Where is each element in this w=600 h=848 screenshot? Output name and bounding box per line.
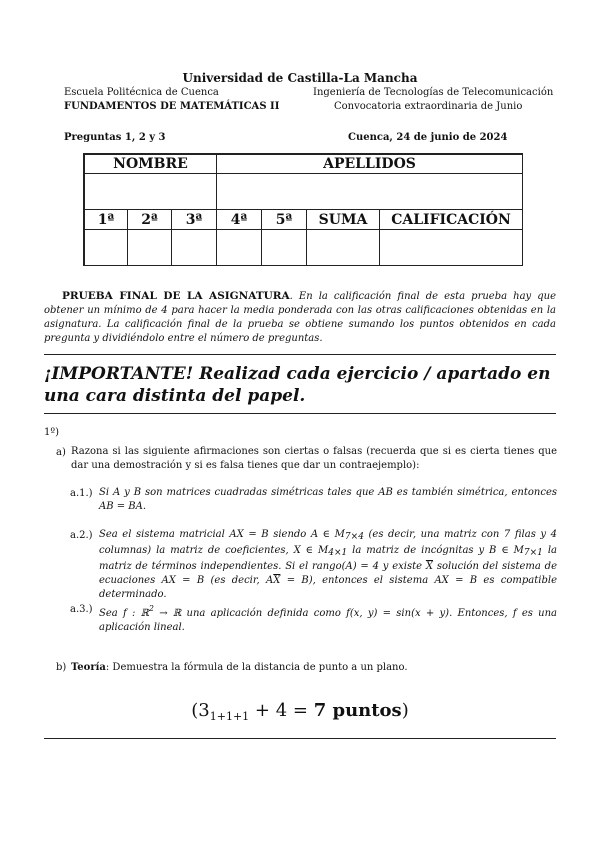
a3-text-1: Sea f : ℝ: [99, 608, 149, 619]
score-line: [0, 700, 600, 723]
a2-matrix-dim-1: 7×4: [344, 532, 364, 542]
col-2-header: 2ª: [127, 209, 172, 230]
part-b-statement: : Demuestra la fórmula de la distancia de punto a un plano.: [105, 662, 408, 673]
score-total: 7 puntos: [313, 700, 402, 721]
part-a2-label: a.2.): [70, 530, 93, 541]
place-date: Cuenca, 24 de junio de 2024: [348, 132, 508, 143]
col-1-header: 1ª: [84, 209, 128, 230]
intro-title: PRUEBA FINAL DE LA ASIGNATURA: [62, 290, 290, 302]
part-a1-label: a.1.): [70, 488, 93, 499]
suma-header: SUMA: [306, 209, 380, 230]
a2-matrix-dim-3: 7×1: [523, 548, 543, 558]
a3-text-2: → ℝ una aplicación definida como f(x, y) = sin(x + y). Entonces, f es una aplicación lineal.: [99, 608, 557, 633]
part-a-label: a): [56, 447, 66, 458]
part-a-text: Razona si las siguiente afirmaciones son ciertas o falsas (recuerda que si es cierta tienes que dar una demostración y si es falsa tienes que dar un contraejemplo):: [71, 446, 557, 471]
intro-paragraph: [44, 289, 556, 346]
school-name: Escuela Politécnica de Cuenca: [64, 87, 219, 98]
a3-superscript: 2: [148, 604, 155, 613]
a2-matrix-dim-2: 4×1: [328, 548, 348, 558]
a2-xbar: $\overline{X}$: [425, 561, 434, 572]
a2-text-2: (es decir, una matriz con 7 filas y 4 columnas) la matriz de coeficientes, X ∈: [99, 529, 557, 556]
col-4-header: 4ª: [216, 209, 262, 230]
part-a1-text: Si A y B son matrices cuadradas simétricas tales que AB es también simétrica, entonces AB = BA.: [99, 487, 557, 512]
grade-5-field[interactable]: [261, 229, 307, 266]
divider-bottom: [44, 413, 556, 414]
exam-call: Convocatoria extraordinaria de Junio: [334, 101, 523, 112]
suma-field[interactable]: [306, 229, 380, 266]
university-name: Universidad de Castilla-La Mancha: [182, 71, 418, 85]
degree-name: Ingeniería de Tecnologías de Telecomunicación: [313, 87, 554, 98]
part-a2-text: [99, 528, 557, 602]
a2-text-4: la matriz de términos independientes. Si el rango(A) = 4 y existe: [99, 545, 557, 572]
intro-text: . En la calificación final de esta prueba hay que obtener un mínimo de 4 para hacer la media ponderada con las otras calificaciones obtenidas en la asignatura. La calificación final de la prueba se obtiene sumando los puntos obtenidos en cada pregunta y dividiéndolo entre el número de preguntas.: [44, 291, 556, 344]
part-b-text: [71, 662, 408, 673]
questions-label: Preguntas 1, 2 y 3: [64, 132, 166, 143]
score-open: (3: [191, 700, 210, 721]
col-5-header: 5ª: [261, 209, 307, 230]
apellidos-field[interactable]: [216, 173, 523, 210]
score-sum: + 4 =: [249, 700, 314, 721]
divider-top: [44, 354, 556, 355]
course-name: FUNDAMENTOS DE MATEMÁTICAS II: [64, 101, 280, 112]
score-subscript: 1+1+1: [209, 710, 250, 723]
grade-3-field[interactable]: [171, 229, 217, 266]
a2-text-3: la matriz de incógnitas y B ∈: [347, 545, 514, 556]
divider-end: [44, 738, 556, 739]
grade-4-field[interactable]: [216, 229, 262, 266]
part-a3-text: [99, 602, 557, 635]
grade-2-field[interactable]: [127, 229, 172, 266]
a2-text-5: solución del sistema de ecuaciones AX = B (es decir, A: [99, 561, 557, 586]
a2-text-6: = B), entonces el sistema AX = B es compatible determinado.: [99, 575, 557, 600]
question-number: 1º): [44, 427, 59, 438]
a2-text-1: Sea el sistema matricial AX = B siendo A ∈: [99, 529, 335, 540]
a2-matrix-space-2: M: [317, 545, 329, 556]
calificacion-field[interactable]: [379, 229, 523, 266]
important-notice: ¡IMPORTANTE! Realizad cada ejercicio / apartado en una cara distinta del papel.: [44, 364, 551, 406]
grade-1-field[interactable]: [84, 229, 128, 266]
part-b-title: Teoría: [71, 662, 106, 673]
score-close: ): [401, 700, 409, 721]
student-grid: [83, 153, 523, 266]
calificacion-header: CALIFICACIÓN: [379, 209, 523, 230]
nombre-field[interactable]: [84, 173, 217, 210]
a2-matrix-space-3: M: [513, 545, 524, 556]
nombre-header: NOMBRE: [84, 154, 217, 174]
part-a3-label: a.3.): [70, 604, 93, 615]
a2-matrix-space-1: M: [334, 529, 345, 540]
a2-xbar-2: $\overline{X}$: [273, 575, 281, 586]
apellidos-header: APELLIDOS: [216, 154, 523, 174]
part-b-label: b): [56, 662, 67, 673]
col-3-header: 3ª: [171, 209, 217, 230]
